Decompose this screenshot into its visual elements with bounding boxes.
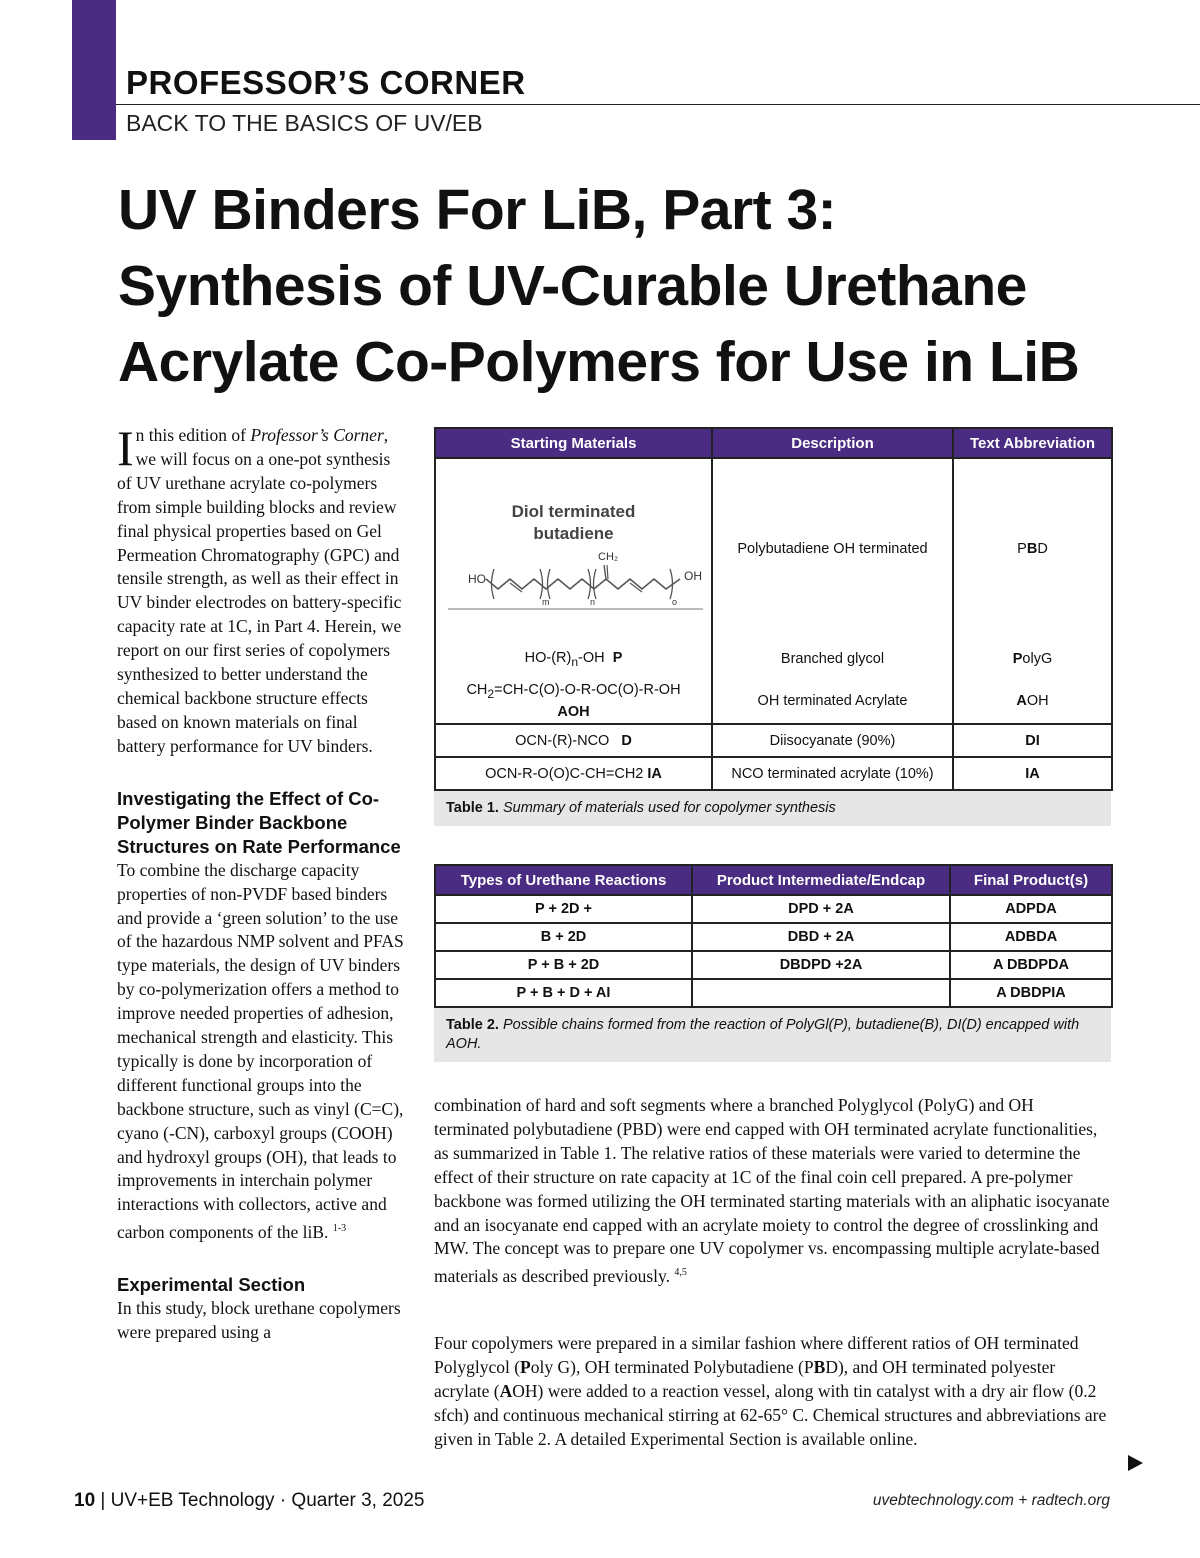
material-cell: $CH_2=CH-C(O)-O-R-OC(O)-R-OH$ AOH [435, 679, 712, 724]
table-row [435, 757, 1112, 790]
column-header: Text Abbreviation [953, 428, 1112, 458]
table-row [435, 923, 1112, 951]
reaction-cell: P + B + 2D [435, 951, 692, 979]
oh-label: OH [684, 569, 702, 583]
structure-cell [435, 458, 712, 639]
subscript-o: o [672, 597, 678, 607]
description-cell: Diisocyanate (90%) [712, 724, 953, 757]
description-cell: Branched glycol [712, 639, 953, 679]
table-row [435, 724, 1112, 757]
section-heading-rate: Investigating the Effect of Co-Polymer Binder Backbone Structures on Rate Performance [117, 787, 401, 857]
abbreviation-cell: AOH [953, 679, 1112, 724]
intermediate-cell [692, 979, 950, 1007]
footer-websites: uvebtechnology.com + radtech.org [872, 1492, 1110, 1509]
column-header: Description [712, 428, 953, 458]
table-row [435, 639, 1112, 679]
description-cell: Polybutadiene OH terminated [712, 458, 953, 639]
header-rule [116, 104, 1200, 105]
table-2 [434, 864, 1111, 1062]
table-row [435, 951, 1112, 979]
intro-paragraph: In this edition of Professor’s Corner, we will focus on a one-pot synthesis of UV urethane acrylate co-polymers from simple building blocks and review final physical properties based on Gel Permeation Chromatography (GPC) and tensile strength, as well as their effect in UV binder electrodes on battery-specific capacity rate at 1C, in Part 4. Herein, we report on our first series of copolymers synthesized to better understand the chemical backbone structure effects based on known materials on final battery performance for UV binders. [117, 420, 402, 756]
reaction-cell: P + B + D + AI [435, 979, 692, 1007]
product-cell: ADPDA [950, 895, 1112, 923]
description-cell: OH terminated Acrylate [712, 679, 953, 724]
abbreviation-cell: PBD [953, 458, 1112, 639]
table-row [435, 458, 1112, 639]
ch2-label: CH₂ [598, 551, 619, 563]
reaction-cell: B + 2D [435, 923, 692, 951]
subscript-n: n [590, 597, 596, 607]
table-header-row [435, 428, 1112, 458]
materials-table [434, 427, 1113, 791]
section-title: PROFESSOR’S CORNER [126, 64, 526, 101]
description-cell: NCO terminated acrylate (10%) [712, 757, 953, 790]
reactions-table [434, 864, 1113, 1008]
column-header: Final Product(s) [950, 865, 1112, 895]
abbreviation-cell: IA [953, 757, 1112, 790]
structure-title: Diol terminated butadiene [511, 502, 636, 543]
body-paragraph-1: combination of hard and soft segments where a branched Polyglycol (PolyG) and OH terminated polybutadiene (PBD) were end capped with OH terminated acrylate functionalities, as summarized in Table 1. The relative ratios of these materials were varied to determine the effect of their structure on rate capacity at 1C of the final coin cell prepared. A pre-polymer backbone was formed utilizing the OH terminated starting materials with an aliphatic isocyanate and an isocyanate end capped with an acrylate moiety to control the degree of crosslinking and MW. The concept was to prepare one UV copolymer vs. encompassing multiple acrylate-based materials as described previously. $^{4,5}$ [434, 1095, 1110, 1287]
table-1 [434, 427, 1111, 826]
column-header: Product Intermediate/Endcap [692, 865, 950, 895]
citation: 1-3 [332, 1223, 347, 1235]
footer-publication: 10 | UV+EB Technology · Quarter 3, 2025 [74, 1490, 425, 1511]
article-headline [118, 172, 1178, 400]
headline-line-2: Synthesis of UV-Curable Urethane [118, 254, 1027, 318]
product-cell: A DBDPIA [950, 979, 1112, 1007]
table-2-caption: Table 2. Possible chains formed from the reaction of PolyGl(P), butadiene(B), DI(D) encapped with AOH. [446, 1017, 1080, 1052]
abbreviation-cell: PolyG [953, 639, 1112, 679]
column-header: Starting Materials [435, 428, 712, 458]
continue-arrow-icon [1128, 1455, 1143, 1471]
abbreviation-cell: DI [953, 724, 1112, 757]
ho-label: HO [468, 572, 486, 586]
table-row [435, 979, 1112, 1007]
table-row [435, 679, 1112, 724]
headline-line-1: UV Binders For LiB, Part 3: [118, 178, 837, 242]
table-header-row [435, 865, 1112, 895]
material-cell: $HO-(R)_n-OH$ P [435, 639, 712, 679]
left-column [117, 420, 409, 1345]
material-cell: OCN-R-O(O)C-CH=CH2 IA [435, 757, 712, 790]
headline-line-3: Acrylate Co-Polymers for Use in LiB [118, 330, 1080, 394]
intermediate-cell: DBD + 2A [692, 923, 950, 951]
section-body-experimental: In this study, block urethane copolymers were prepared using a [117, 1298, 401, 1342]
page-number: 10 [74, 1490, 96, 1511]
intermediate-cell: DBDPD +2A [692, 951, 950, 979]
body-paragraph-2: Four copolymers were prepared in a similar fashion where different ratios of OH terminated Polyglycol (Poly G), OH terminated Polybutadiene (PBD), and OH terminated polyester acrylate (AOH) were added to a reaction vessel, along with tin catalyst with a dry air flow (0.2 sfch) and continuous mechanical stirring at 62-65° C. Chemical structures and abbreviations are given in Table 2. A detailed Experimental Section is available online. [434, 1333, 1107, 1449]
butadiene-structure-diagram [438, 459, 708, 639]
section-subtitle: BACK TO THE BASICS OF UV/EB [126, 110, 483, 136]
citation: 4,5 [674, 1267, 687, 1279]
product-cell: ADBDA [950, 923, 1112, 951]
table-row [435, 895, 1112, 923]
column-header: Types of Urethane Reactions [435, 865, 692, 895]
accent-bar [72, 0, 116, 140]
section-body-rate: To combine the discharge capacity properties of non-PVDF based binders and provide a ‘green solution’ to the use of the hazardous NMP solvent and PFAS type materials, the design of UV binders by co-polymerization offers a method to improve needed properties of adhesion, mechanical strength and elasticity. This typically is done by incorporation of different functional groups into the backbone structure, such as vinyl (C=C), cyano (-CN), carboxyl groups (COOH) and hydroxyl groups (OH), that leads to improvements in interchain polymer interactions with collectors, active and carbon components of the liB. $^{1-3}$ [117, 859, 404, 1243]
material-cell: OCN-(R)-NCO D [435, 724, 712, 757]
product-cell: A DBDPDA [950, 951, 1112, 979]
subscript-m: m [542, 597, 550, 607]
drop-cap: I [117, 420, 134, 476]
reaction-cell: P + 2D + [435, 895, 692, 923]
intermediate-cell: DPD + 2A [692, 895, 950, 923]
table-1-caption: Table 1. Summary of materials used for copolymer synthesis [446, 800, 836, 816]
section-heading-experimental: Experimental Section [117, 1274, 306, 1296]
